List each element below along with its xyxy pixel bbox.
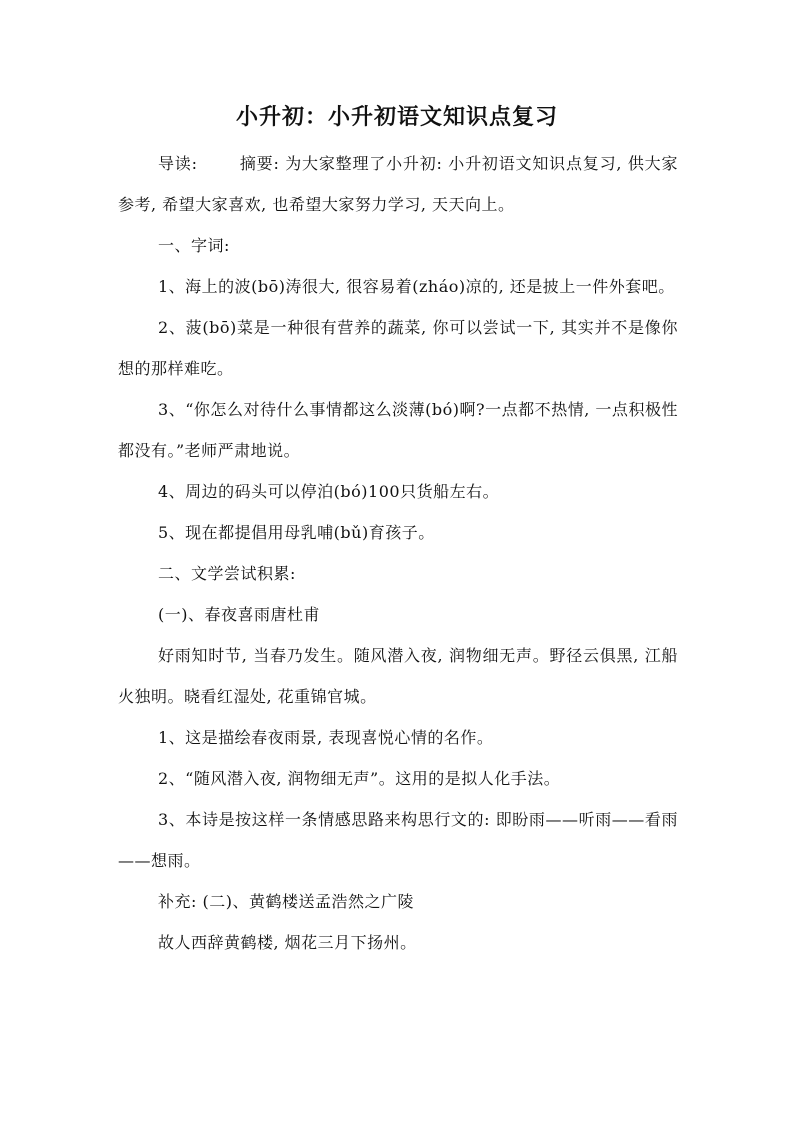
intro-text: 摘要: 为大家整理了小升初: 小升初语文知识点复习, 供大家参考, 希望大家喜欢, 也希望大家努力学习, 天天向上。: [118, 154, 678, 214]
poem-text-1: 好雨知时节, 当春乃发生。随风潜入夜, 润物细无声。野径云俱黑, 江船火独明。晓看红湿处, 花重锦官城。: [118, 646, 678, 706]
word-item-3: 3、“你怎么对待什么事情都这么淡薄(bó)啊?一点都不热情, 一点积极性都没有。”老师严肃地说。: [118, 400, 678, 460]
poem-note-1: 1、这是描绘春夜雨景, 表现喜悦心情的名作。: [158, 728, 494, 747]
section-heading-literature: 二、文学尝试积累:: [158, 564, 296, 583]
document-body: [118, 143, 678, 963]
poem-heading-2: 补充: (二)、黄鹤楼送孟浩然之广陵: [158, 892, 414, 911]
intro-paragraph: [118, 143, 678, 225]
word-item-4: 4、周边的码头可以停泊(bó)100只货船左右。: [158, 482, 500, 501]
intro-label: 导读:: [158, 154, 198, 173]
poem-note-2: 2、“随风潜入夜, 润物细无声”。这用的是拟人化手法。: [158, 769, 561, 788]
word-item-2: 2、菠(bō)菜是一种很有营养的蔬菜, 你可以尝试一下, 其实并不是像你想的那样难吃。: [118, 318, 678, 378]
poem-heading-1: (一)、春夜喜雨唐杜甫: [158, 605, 320, 624]
document-title: 小升初：小升初语文知识点复习: [235, 104, 558, 130]
poem-text-2: 故人西辞黄鹤楼, 烟花三月下扬州。: [158, 933, 417, 952]
word-item-5: 5、现在都提倡用母乳哺(bǔ)育孩子。: [158, 523, 435, 542]
section-heading-words: 一、字词:: [158, 236, 230, 255]
word-item-1: 1、海上的波(bō)涛很大, 很容易着(zháo)凉的, 还是披上一件外套吧。: [158, 277, 675, 296]
poem-note-3: 3、本诗是按这样一条情感思路来构思行文的: 即盼雨——听雨——看雨——想雨。: [118, 810, 678, 870]
